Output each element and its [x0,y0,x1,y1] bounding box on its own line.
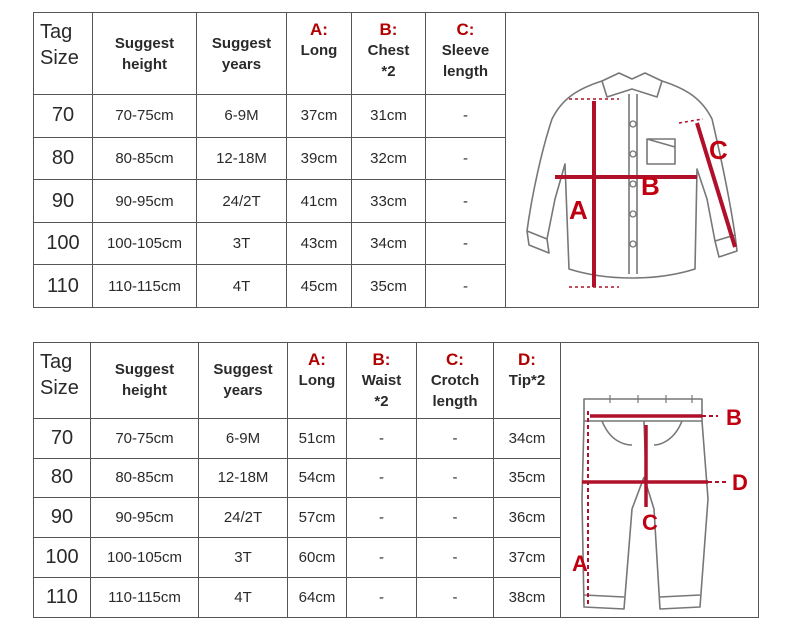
tip-cell: 37cm [494,538,561,578]
crotch-cell: - [417,578,494,618]
pants-sketch-icon [562,349,758,617]
size-cell: 80 [34,137,93,180]
chest-cell: 35cm [352,265,426,308]
suggest-years-header-line2: years [223,382,263,400]
waist-cell: - [347,458,417,498]
chest-cell: 32cm [352,137,426,180]
height-cell: 70-75cm [93,95,197,138]
years-cell: 3T [197,222,287,265]
waist-cell: - [347,578,417,618]
suggest-years-header [197,13,287,95]
suggest-height-header-line2: height [122,382,167,400]
long-header-letter: A: [308,350,326,369]
size-cell: 70 [34,95,93,138]
suggest-height-header [91,343,199,419]
long-header-letter: A: [310,20,328,39]
size-cell: 90 [34,180,93,223]
shirt-label-b: B [641,171,660,201]
pants-label-d: D [731,470,748,495]
long-header-label: Long [298,372,336,389]
suggest-years-header-line1: Suggest [213,361,273,379]
long-cell: 54cm [288,458,347,498]
waist-cell: - [347,418,417,458]
years-cell: 12-18M [197,137,287,180]
shirt-size-table [33,12,759,308]
crotch-cell: - [417,498,494,538]
tag-size-header-line2: Size [40,47,79,69]
height-cell: 100-105cm [93,222,197,265]
years-cell: 3T [199,538,288,578]
waist-header-letter: B: [372,350,391,369]
chest-cell: 34cm [352,222,426,265]
height-cell: 90-95cm [93,180,197,223]
years-cell: 24/2T [199,498,288,538]
sleeve-header [426,13,506,95]
height-cell: 80-85cm [91,458,199,498]
chest-header-letter: B: [379,20,398,39]
pants-diagram-cell [561,343,759,618]
waist-cell: - [347,498,417,538]
tag-size-header-line1: Tag [40,351,73,373]
pants-label-a: A [571,551,588,576]
suggest-years-header-line1: Suggest [211,34,272,52]
tip-cell: 34cm [494,418,561,458]
height-cell: 90-95cm [91,498,199,538]
long-cell: 43cm [287,222,352,265]
height-cell: 110-115cm [93,265,197,308]
tag-size-header [34,13,93,95]
long-cell: 45cm [287,265,352,308]
long-header-label: Long [300,42,338,59]
years-cell: 6-9M [197,95,287,138]
shirt-sketch-icon [507,19,757,307]
chest-header-label-2: *2 [381,63,396,80]
size-cell: 110 [34,578,91,618]
crotch-header [417,343,494,419]
pants-size-table [33,342,759,618]
shirt-label-c: C [709,135,728,165]
crotch-cell: - [417,458,494,498]
chest-header-label: Chest [367,42,410,59]
sleeve-header-letter: C: [456,20,475,39]
chest-cell: 33cm [352,180,426,223]
shirt-diagram-cell [506,13,759,308]
pants-label-c: C [641,510,658,535]
suggest-height-header-line2: height [122,55,167,73]
suggest-years-header-line2: years [221,55,262,73]
suggest-height-header-line1: Suggest [114,361,175,379]
suggest-years-header [199,343,288,419]
suggest-height-header [93,13,197,95]
long-cell: 51cm [288,418,347,458]
height-cell: 70-75cm [91,418,199,458]
size-cell: 70 [34,418,91,458]
long-cell: 41cm [287,180,352,223]
long-header [288,343,347,419]
tag-size-header [34,343,91,419]
size-cell: 100 [34,538,91,578]
height-cell: 110-115cm [91,578,199,618]
tip-cell: 35cm [494,458,561,498]
suggest-height-header-line1: Suggest [114,34,175,52]
tip-header [494,343,561,419]
tag-size-header-line2: Size [40,377,79,399]
tip-header-letter: D: [518,350,536,369]
height-cell: 80-85cm [93,137,197,180]
sleeve-header-label: Sleeve [441,42,490,59]
sleeve-cell: - [426,265,506,308]
years-cell: 6-9M [199,418,288,458]
sleeve-cell: - [426,137,506,180]
waist-header [347,343,417,419]
size-cell: 80 [34,458,91,498]
long-cell: 39cm [287,137,352,180]
crotch-header-label-2: length [432,393,478,410]
height-cell: 100-105cm [91,538,199,578]
sleeve-cell: - [426,222,506,265]
crotch-cell: - [417,418,494,458]
tip-cell: 38cm [494,578,561,618]
crotch-header-letter: C: [446,350,464,369]
years-cell: 24/2T [197,180,287,223]
years-cell: 4T [199,578,288,618]
years-cell: 4T [197,265,287,308]
crotch-header-label: Crotch [430,372,480,389]
sleeve-cell: - [426,95,506,138]
size-cell: 100 [34,222,93,265]
chest-cell: 31cm [352,95,426,138]
waist-header-label-2: *2 [374,393,389,410]
long-cell: 37cm [287,95,352,138]
size-cell: 110 [34,265,93,308]
tip-cell: 36cm [494,498,561,538]
long-cell: 57cm [288,498,347,538]
long-cell: 60cm [288,538,347,578]
tip-header-label: Tip*2 [508,372,546,389]
long-cell: 64cm [288,578,347,618]
long-header [287,13,352,95]
shirt-label-a: A [569,195,588,225]
tag-size-header-line1: Tag [40,21,73,43]
crotch-cell: - [417,538,494,578]
years-cell: 12-18M [199,458,288,498]
sleeve-header-label-2: length [443,63,488,80]
waist-cell: - [347,538,417,578]
size-cell: 90 [34,498,91,538]
sleeve-cell: - [426,180,506,223]
waist-header-label: Waist [361,372,402,389]
chest-header [352,13,426,95]
pants-label-b: B [725,405,742,430]
